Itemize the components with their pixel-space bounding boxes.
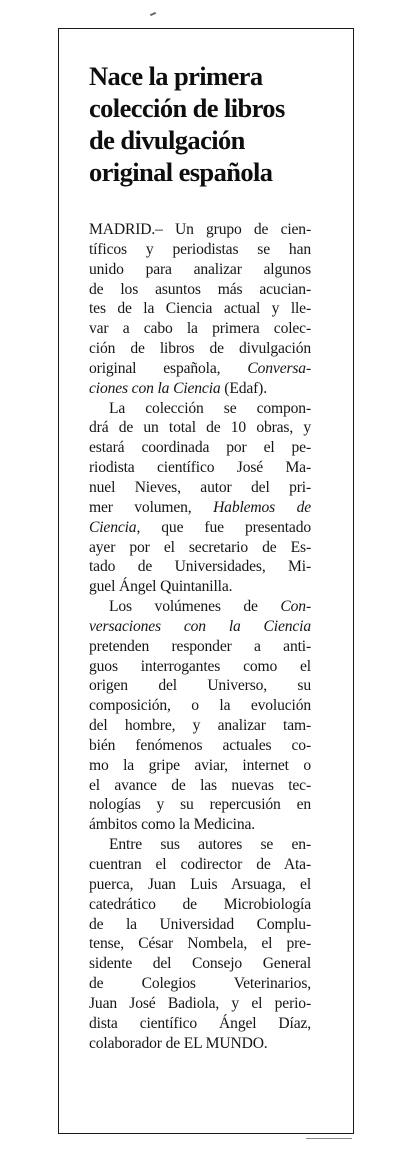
- text-line: [89, 1014, 311, 1034]
- text-line: [89, 676, 311, 696]
- text-line: [89, 240, 311, 260]
- text-segment: sidente del Consejo General: [89, 955, 311, 973]
- text-line: [89, 994, 311, 1014]
- paragraph: [89, 835, 311, 1053]
- text-line: [89, 815, 311, 835]
- text-segment: de los asuntos más acucian-: [89, 280, 311, 298]
- text-segment: pretenden responder a anti-: [89, 637, 311, 655]
- text-line: [89, 895, 311, 915]
- text-segment: tíficos y periodistas se han: [89, 240, 311, 258]
- text-segment: nologías y su repercusión en: [89, 796, 311, 814]
- text-line: [89, 855, 311, 875]
- text-segment: Con-: [280, 598, 311, 616]
- text-line: [89, 776, 311, 796]
- text-line: [89, 359, 311, 379]
- text-line: [89, 557, 311, 577]
- text-segment: de la Universidad Complu-: [89, 915, 311, 933]
- text-segment: Ciencia: [89, 518, 137, 536]
- text-segment: dista científico Ángel Díaz,: [89, 1014, 311, 1032]
- text-segment: ción de libros de divulgación: [89, 340, 311, 358]
- text-line: [89, 1034, 311, 1054]
- text-line: [89, 339, 311, 359]
- text-line: [89, 875, 311, 895]
- text-line: [89, 915, 311, 935]
- text-segment: de Colegios Veterinarios,: [89, 975, 311, 993]
- text-segment: tense, César Nombela, el pre-: [89, 935, 311, 953]
- text-segment: MADRID.– Un grupo de cien-: [89, 221, 311, 238]
- text-segment: original española,: [89, 359, 248, 377]
- text-segment: ciones con la Ciencia: [89, 379, 221, 397]
- text-segment: guos interrogantes como el: [89, 657, 311, 675]
- text-segment: var a cabo la primera colec-: [89, 320, 311, 338]
- text-segment: La colección se compon-: [109, 399, 311, 417]
- text-segment: mer volumen,: [89, 498, 214, 516]
- text-line: [89, 518, 311, 538]
- text-segment: Juan José Badiola, y el perio-: [89, 994, 311, 1012]
- text-segment: bién fenómenos actuales co-: [89, 736, 311, 754]
- text-segment: tado de Universidades, Mi-: [89, 558, 311, 576]
- text-segment: , que fue presentado: [136, 518, 311, 536]
- text-line: [89, 498, 311, 518]
- stray-mark: [150, 12, 156, 16]
- text-line: [89, 458, 311, 478]
- text-segment: versaciones con la Ciencia: [89, 617, 311, 635]
- text-segment: unido para analizar algunos: [89, 260, 311, 278]
- text-line: [89, 696, 311, 716]
- text-line: [89, 795, 311, 815]
- text-segment: ámbitos como la Medicina.: [89, 816, 256, 834]
- headline-line: Nace la primera: [89, 61, 263, 91]
- headline-line: de divulgación: [89, 125, 245, 155]
- text-segment: Hablemos de: [213, 498, 312, 516]
- text-line: [89, 280, 311, 300]
- text-segment: colaborador de EL MUNDO.: [89, 1034, 268, 1052]
- headline: [89, 60, 311, 188]
- text-segment: el avance de las nuevas tec-: [89, 776, 311, 794]
- paper-crease: [306, 1138, 352, 1139]
- text-line: [89, 974, 311, 994]
- text-line: [89, 617, 311, 637]
- paragraph: [89, 399, 311, 597]
- text-line: [89, 438, 311, 458]
- text-line: [89, 954, 311, 974]
- text-line: [89, 597, 311, 617]
- text-line: [89, 736, 311, 756]
- headline-line: colección de libros: [89, 93, 285, 123]
- text-segment: composición, o la evolución: [89, 697, 311, 715]
- text-segment: guel Ángel Quintanilla.: [89, 578, 233, 596]
- text-line: [89, 934, 311, 954]
- text-segment: nuel Nieves, autor del pri-: [89, 478, 311, 496]
- text-line: [89, 835, 311, 855]
- text-segment: mo la gripe aviar, internet o: [89, 756, 311, 774]
- text-segment: ayer por el secretario de Es-: [89, 538, 311, 556]
- text-segment: Conversa-: [247, 359, 311, 377]
- text-line: [89, 379, 311, 399]
- text-line: [89, 577, 311, 597]
- text-line: [89, 538, 311, 558]
- article-body: [89, 220, 311, 1053]
- text-segment: del hombre, y analizar tam-: [89, 717, 311, 735]
- text-line: [89, 637, 311, 657]
- text-line: [89, 657, 311, 677]
- text-segment: riodista científico José Ma-: [89, 459, 311, 477]
- text-segment: origen del Universo, su: [89, 677, 311, 695]
- paragraph: [89, 220, 311, 399]
- text-line: [89, 716, 311, 736]
- text-line: [89, 220, 311, 240]
- paragraph: [89, 597, 311, 835]
- text-segment: Entre sus autores se en-: [109, 836, 311, 854]
- headline-line: original española: [89, 157, 273, 187]
- text-line: [89, 299, 311, 319]
- text-line: [89, 478, 311, 498]
- news-article: [89, 60, 311, 1053]
- text-segment: (Edaf).: [220, 379, 267, 397]
- text-line: [89, 319, 311, 339]
- text-line: [89, 418, 311, 438]
- text-segment: catedrático de Microbiología: [89, 895, 311, 913]
- text-segment: tes de la Ciencia actual y lle-: [89, 300, 311, 318]
- text-line: [89, 260, 311, 280]
- text-segment: Los volúmenes de: [109, 598, 281, 616]
- text-line: [89, 399, 311, 419]
- text-segment: puerca, Juan Luis Arsuaga, el: [89, 875, 311, 893]
- text-segment: drá de un total de 10 obras, y: [89, 419, 311, 437]
- text-segment: cuentran el codirector de Ata-: [89, 856, 311, 873]
- text-segment: estará coordinada por el pe-: [89, 439, 311, 457]
- text-line: [89, 756, 311, 776]
